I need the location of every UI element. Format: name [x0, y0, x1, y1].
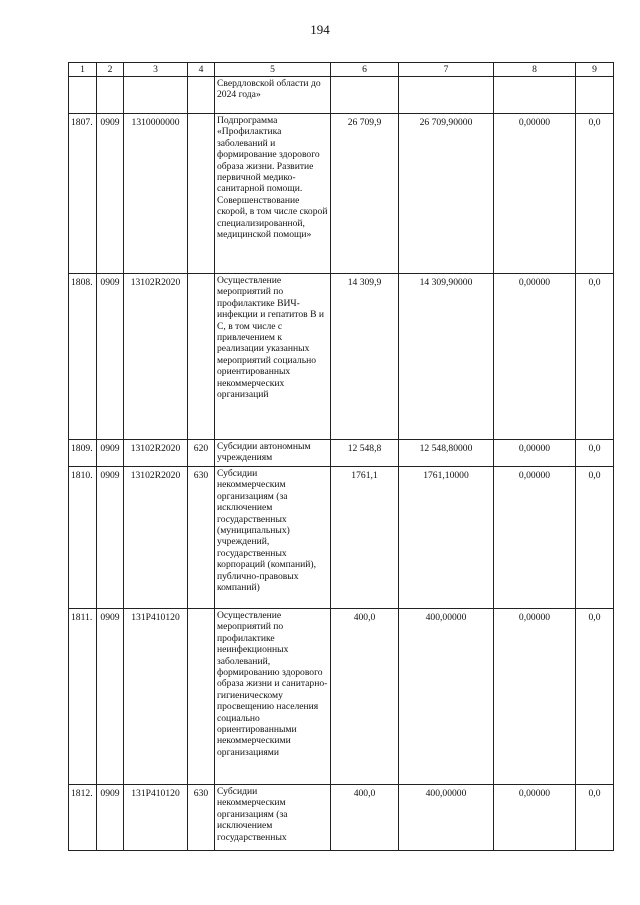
header-cell: 1	[69, 63, 97, 77]
amount: 400,0	[331, 785, 399, 851]
row-name: Осуществление мероприятий по профилактике неинфекционных заболеваний, формированию здорового образа жизни и санитарно-гигиеническому просвещению населения социально ориентированными некоммерческими организациями	[215, 609, 331, 785]
continuation-row	[69, 77, 614, 114]
expense-type	[188, 609, 215, 785]
table-row	[69, 467, 614, 609]
col8-value: 0,00000	[494, 785, 576, 851]
row-name: Субсидии некоммерческим организациям (за исключением государственных	[215, 785, 331, 851]
col8-value: 0,00000	[494, 467, 576, 609]
section-code: 0909	[97, 467, 124, 609]
header-cell: 9	[576, 63, 614, 77]
expense-type: 620	[188, 440, 215, 467]
expense-type: 630	[188, 785, 215, 851]
col8-value: 0,00000	[494, 440, 576, 467]
header-cell: 7	[399, 63, 494, 77]
header-cell: 6	[331, 63, 399, 77]
col8-value: 0,00000	[494, 274, 576, 440]
target-code: 13102R2020	[124, 274, 188, 440]
section-code: 0909	[97, 440, 124, 467]
col9-value: 0,0	[576, 440, 614, 467]
row-number: 1811.	[69, 609, 97, 785]
row-name: Свердловской области до 2024 года»	[215, 77, 331, 114]
expense-type: 630	[188, 467, 215, 609]
amount-precise: 14 309,90000	[399, 274, 494, 440]
header-row	[69, 63, 614, 77]
row-number: 1810.	[69, 467, 97, 609]
amount: 400,0	[331, 609, 399, 785]
row-number: 1809.	[69, 440, 97, 467]
col8-value: 0,00000	[494, 114, 576, 274]
header-cell: 2	[97, 63, 124, 77]
row-name: Осуществление мероприятий по профилактике ВИЧ-инфекции и гепатитов В и С, в том числе с привлечением к реализации указанных мероприятий социально ориентированных некоммерческих организаций	[215, 274, 331, 440]
section-code: 0909	[97, 274, 124, 440]
table-row	[69, 785, 614, 851]
col9-value: 0,0	[576, 609, 614, 785]
section-code: 0909	[97, 609, 124, 785]
col9-value: 0,0	[576, 114, 614, 274]
col9-value: 0,0	[576, 274, 614, 440]
amount: 14 309,9	[331, 274, 399, 440]
header-cell: 4	[188, 63, 215, 77]
target-code: 131P410120	[124, 609, 188, 785]
table-row	[69, 609, 614, 785]
row-name: Подпрограмма «Профилактика заболеваний и формирование здорового образа жизни. Развитие первичной медико-санитарной помощи. Совершенствование скорой, в том числе скорой специализированной, медицинской помощи»	[215, 114, 331, 274]
target-code: 131P410120	[124, 785, 188, 851]
header-cell: 8	[494, 63, 576, 77]
section-code: 0909	[97, 114, 124, 274]
target-code: 13102R2020	[124, 440, 188, 467]
amount: 12 548,8	[331, 440, 399, 467]
col8-value: 0,00000	[494, 609, 576, 785]
amount-precise: 400,00000	[399, 609, 494, 785]
amount-precise: 26 709,90000	[399, 114, 494, 274]
table-row	[69, 114, 614, 274]
expense-type	[188, 274, 215, 440]
row-name: Субсидии некоммерческим организациям (за исключением государственных (муниципальных) учреждений, государственных корпораций (компаний), публично-правовых компаний)	[215, 467, 331, 609]
target-code: 1310000000	[124, 114, 188, 274]
budget-table	[68, 62, 614, 851]
header-cell: 3	[124, 63, 188, 77]
col9-value: 0,0	[576, 467, 614, 609]
amount: 26 709,9	[331, 114, 399, 274]
header-cell: 5	[215, 63, 331, 77]
amount-precise: 400,00000	[399, 785, 494, 851]
table-row	[69, 440, 614, 467]
row-number: 1808.	[69, 274, 97, 440]
table-row	[69, 274, 614, 440]
col9-value: 0,0	[576, 785, 614, 851]
amount-precise: 1761,10000	[399, 467, 494, 609]
target-code: 13102R2020	[124, 467, 188, 609]
expense-type	[188, 114, 215, 274]
row-name: Субсидии автономным учреждениям	[215, 440, 331, 467]
amount: 1761,1	[331, 467, 399, 609]
page-number: 194	[310, 22, 330, 37]
row-number: 1807.	[69, 114, 97, 274]
amount-precise: 12 548,80000	[399, 440, 494, 467]
section-code: 0909	[97, 785, 124, 851]
row-number: 1812.	[69, 785, 97, 851]
